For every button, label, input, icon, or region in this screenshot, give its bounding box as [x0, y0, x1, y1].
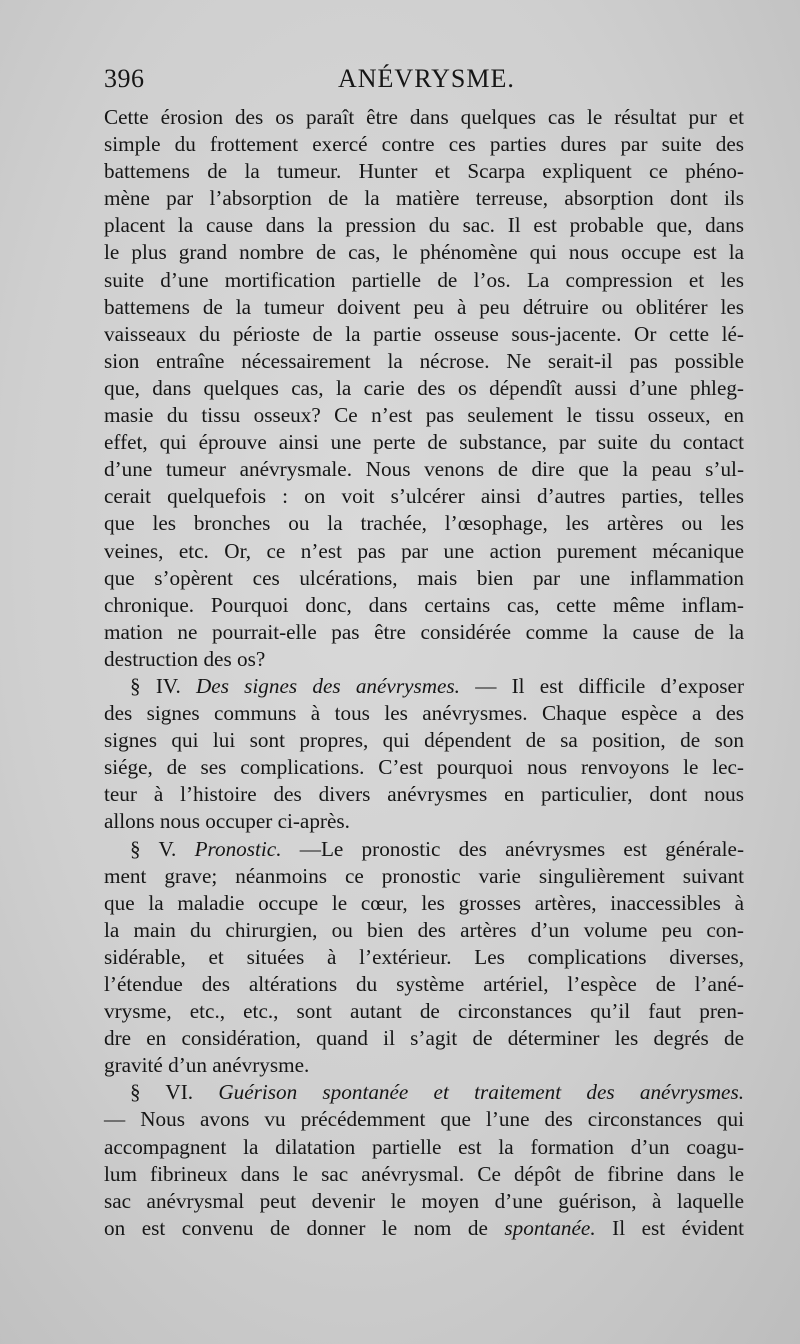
text-line: veines, etc. Or, ce n’est pas par une action purement mécanique [104, 538, 744, 563]
text-line: sac anévrysmal peut devenir le moyen d’une guérison, à laquelle [104, 1188, 744, 1213]
text-fragment: — Il est difficile d’exposer [475, 673, 744, 698]
text-line: accompagnent la dilatation partielle est la formation d’un coagu- [104, 1134, 744, 1159]
section-heading-line [104, 673, 744, 700]
text-line: suite d’une mortification partielle de l’os. La compression et les [104, 267, 744, 292]
text-line: le plus grand nombre de cas, le phénomène qui nous occupe est la [104, 240, 744, 265]
text-fragment: Il est évident [612, 1215, 745, 1240]
text-fragment: on est convenu de donner le nom de [104, 1215, 488, 1240]
italic-term: spontanée. [504, 1215, 596, 1240]
text-line: que les bronches ou la trachée, l’œsophage, les artères ou les [104, 511, 744, 536]
text-line: simple du frottement exercé contre ces parties dures par suite des [104, 132, 744, 157]
text-line: la main du chirurgien, ou bien des artères d’un volume peu con- [104, 917, 744, 942]
text-fragment: —Le pronostic des anévrysmes est générale- [299, 836, 745, 861]
section-number: § IV. [130, 673, 181, 698]
text-line: sion entraîne nécessairement la nécrose. Ne serait-il pas possible [104, 348, 744, 373]
body-text [104, 104, 744, 1242]
running-title: ANÉVRYSME. [338, 64, 515, 93]
text-line: gravité d’un anévrysme. [104, 1053, 310, 1078]
section-title: Guérison spontanée et traitement des anévrysmes. [218, 1080, 744, 1105]
text-line: placent la cause dans la pression du sac. Il est probable que, dans [104, 213, 744, 238]
section-heading-line [104, 836, 744, 863]
text-line: sidérable, et situées à l’extérieur. Les complications diverses, [104, 944, 744, 969]
text-line: lum fibrineux dans le sac anévrysmal. Ce dépôt de fibrine dans le [104, 1161, 744, 1186]
text-line: dre en considération, quand il s’agit de déterminer les degrés de [104, 1026, 744, 1051]
text-line: battemens de la tumeur doivent peu à peu détruire ou oblitérer les [104, 294, 744, 319]
text-line: Cette érosion des os paraît être dans quelques cas le résultat pur et [104, 105, 744, 129]
section-title: Pronostic. [194, 836, 282, 861]
text-line: siége, de ses complications. C’est pourquoi nous renvoyons le lec- [104, 755, 744, 780]
section-heading-line [104, 1079, 744, 1106]
text-line: cerait quelquefois : on voit s’ulcérer ainsi d’autres parties, telles [104, 484, 744, 509]
text-line: masie du tissu osseux? Ce n’est pas seulement le tissu osseux, en [104, 403, 744, 428]
text-line: allons nous occuper ci-après. [104, 809, 350, 834]
text-line: ment grave; néanmoins ce pronostic varie singulièrement suivant [104, 863, 744, 888]
text-line: l’étendue des altérations du système artériel, l’espèce de l’ané- [104, 972, 744, 996]
text-line: que s’opèrent ces ulcérations, mais bien par une inflammation [104, 565, 744, 590]
section-number: § VI. [130, 1080, 194, 1105]
text-line: que, dans quelques cas, la carie des os dépendît aussi d’une phleg- [104, 375, 744, 400]
text-line: effet, qui éprouve ainsi une perte de substance, par suite du contact [104, 430, 744, 455]
text-line: chronique. Pourquoi donc, dans certains cas, cette même inflam- [104, 592, 744, 617]
page-number: 396 [104, 64, 145, 93]
text-line: teur à l’histoire des divers anévrysmes en particulier, dont nous [104, 782, 744, 807]
text-line: d’une tumeur anévrysmale. Nous venons de dire que la peau s’ul- [104, 457, 744, 482]
text-line: signes qui lui sont propres, qui dépendent de sa position, de son [104, 728, 744, 753]
text-line: vrysme, etc., etc., sont autant de circonstances qu’il faut pren- [104, 999, 744, 1024]
text-line: que la maladie occupe le cœur, les grosses artères, inaccessibles à [104, 890, 744, 915]
text-line: des signes communs à tous les anévrysmes. Chaque espèce a des [104, 701, 744, 726]
text-line: — Nous avons vu précédemment que l’une des circonstances qui [104, 1107, 744, 1132]
text-line: destruction des os? [104, 646, 266, 671]
text-line: mène par l’absorption de la matière terreuse, absorption dont ils [104, 186, 744, 211]
text-line: vaisseaux du périoste de la partie osseuse sous-jacente. Or cette lé- [104, 321, 744, 346]
text-line [104, 1215, 744, 1242]
text-line: battemens de la tumeur. Hunter et Scarpa expliquent ce phéno- [104, 159, 744, 184]
section-number: § V. [130, 836, 177, 861]
page-header [104, 64, 744, 104]
section-title: Des signes des anévrysmes. [195, 673, 460, 698]
text-line: mation ne pourrait-elle pas être considérée comme la cause de la [104, 619, 744, 644]
